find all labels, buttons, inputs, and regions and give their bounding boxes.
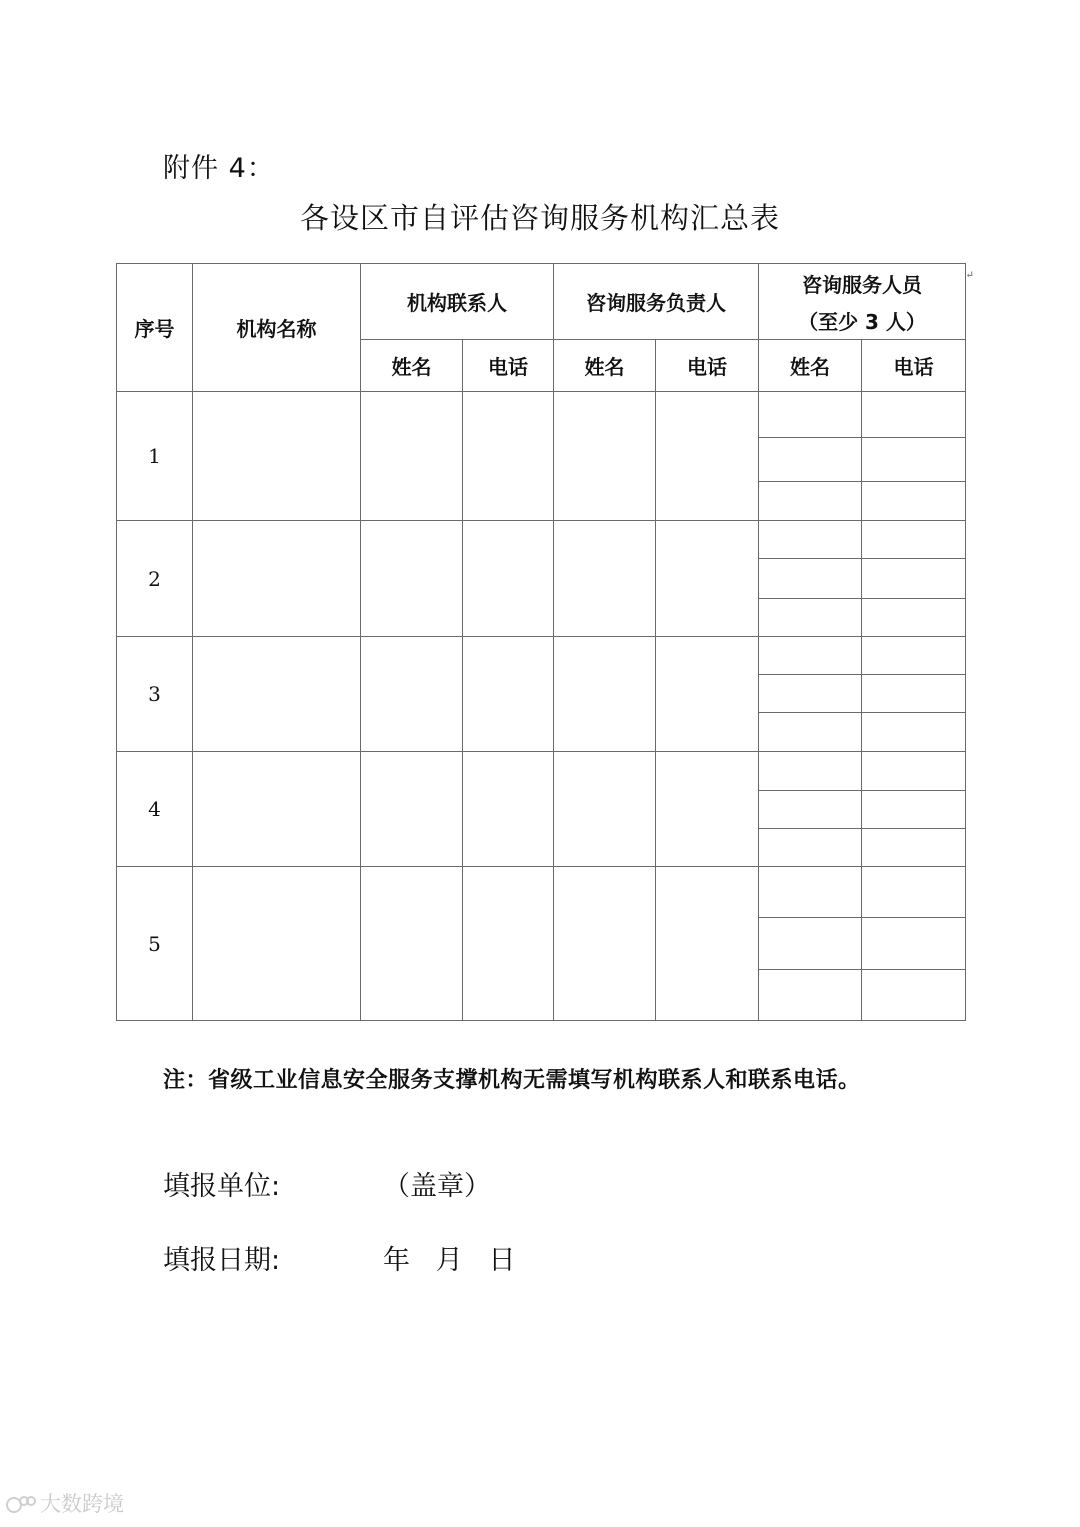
- lead-phone-cell[interactable]: [656, 392, 759, 521]
- watermark-text: 大数跨境: [40, 1492, 124, 1516]
- header-staff-phone: 电话: [862, 340, 966, 392]
- contact-phone-cell[interactable]: [463, 867, 554, 1021]
- header-org-contact: 机构联系人: [361, 264, 554, 340]
- staff-phone-cell[interactable]: [862, 752, 966, 791]
- header-lead-name: 姓名: [554, 340, 656, 392]
- org-name-cell[interactable]: [193, 637, 361, 752]
- header-contact-name: 姓名: [361, 340, 463, 392]
- staff-phone-cell[interactable]: [862, 599, 966, 637]
- staff-phone-cell[interactable]: [862, 482, 966, 521]
- row-serial: 3: [117, 637, 193, 752]
- staff-phone-cell[interactable]: [862, 713, 966, 752]
- contact-name-cell[interactable]: [361, 521, 463, 637]
- header-serial: 序号: [117, 264, 193, 392]
- contact-phone-cell[interactable]: [463, 392, 554, 521]
- header-contact-phone: 电话: [463, 340, 554, 392]
- staff-name-cell[interactable]: [759, 482, 862, 521]
- staff-phone-cell[interactable]: [862, 970, 966, 1021]
- contact-name-cell[interactable]: [361, 867, 463, 1021]
- row-serial: 4: [117, 752, 193, 867]
- staff-name-cell[interactable]: [759, 713, 862, 752]
- staff-phone-cell[interactable]: [862, 521, 966, 559]
- staff-phone-cell[interactable]: [862, 438, 966, 482]
- org-name-cell[interactable]: [193, 521, 361, 637]
- org-name-cell[interactable]: [193, 752, 361, 867]
- contact-name-cell[interactable]: [361, 637, 463, 752]
- fill-unit-label: 填报单位:: [163, 1171, 281, 1202]
- staff-phone-cell[interactable]: [862, 791, 966, 829]
- lead-phone-cell[interactable]: [656, 521, 759, 637]
- staff-name-cell[interactable]: [759, 791, 862, 829]
- header-service-staff: [759, 264, 974, 340]
- staff-phone-cell[interactable]: [862, 675, 966, 713]
- fill-date-label: 填报日期:: [163, 1245, 281, 1276]
- org-name-cell[interactable]: [193, 392, 361, 521]
- watermark: [6, 1488, 124, 1518]
- fill-date-value: 年 月 日: [383, 1245, 516, 1276]
- staff-name-cell[interactable]: [759, 970, 862, 1021]
- header-org-name: 机构名称: [193, 264, 361, 392]
- staff-name-cell[interactable]: [759, 438, 862, 482]
- staff-name-cell[interactable]: [759, 637, 862, 675]
- table-note: 注：省级工业信息安全服务支撑机构无需填写机构联系人和联系电话。: [163, 1068, 861, 1093]
- row-serial: 2: [117, 521, 193, 637]
- staff-phone-cell[interactable]: [862, 559, 966, 599]
- header-service-lead: 咨询服务负责人: [554, 264, 759, 340]
- staff-name-cell[interactable]: [759, 521, 862, 559]
- lead-phone-cell[interactable]: [656, 752, 759, 867]
- summary-table: [116, 263, 974, 1021]
- lead-phone-cell[interactable]: [656, 867, 759, 1021]
- header-staff-name: 姓名: [759, 340, 862, 392]
- row-serial: 5: [117, 867, 193, 1021]
- staff-phone-cell[interactable]: [862, 637, 966, 675]
- contact-phone-cell[interactable]: [463, 521, 554, 637]
- staff-name-cell[interactable]: [759, 392, 862, 438]
- header-service-staff-min: （至少 3 人）: [798, 309, 926, 334]
- lead-name-cell[interactable]: [554, 521, 656, 637]
- staff-name-cell[interactable]: [759, 867, 862, 918]
- fill-unit-stamp: （盖章）: [383, 1171, 491, 1202]
- staff-phone-cell[interactable]: [862, 829, 966, 867]
- org-name-cell[interactable]: [193, 867, 361, 1021]
- lead-name-cell[interactable]: [554, 637, 656, 752]
- staff-name-cell[interactable]: [759, 918, 862, 970]
- staff-phone-cell[interactable]: [862, 392, 966, 438]
- header-service-staff-title: 咨询服务人员: [802, 272, 922, 297]
- lead-phone-cell[interactable]: [656, 637, 759, 752]
- contact-name-cell[interactable]: [361, 752, 463, 867]
- attachment-label: 附件 4：: [163, 153, 275, 184]
- contact-phone-cell[interactable]: [463, 637, 554, 752]
- staff-name-cell[interactable]: [759, 752, 862, 791]
- contact-phone-cell[interactable]: [463, 752, 554, 867]
- staff-phone-cell[interactable]: [862, 918, 966, 970]
- staff-name-cell[interactable]: [759, 829, 862, 867]
- paragraph-mark: ↵: [965, 270, 974, 281]
- staff-name-cell[interactable]: [759, 599, 862, 637]
- page-title: 各设区市自评估咨询服务机构汇总表: [299, 201, 780, 235]
- header-lead-phone: 电话: [656, 340, 759, 392]
- lead-name-cell[interactable]: [554, 752, 656, 867]
- row-serial: 1: [117, 392, 193, 521]
- staff-name-cell[interactable]: [759, 559, 862, 599]
- staff-phone-cell[interactable]: [862, 867, 966, 918]
- lead-name-cell[interactable]: [554, 392, 656, 521]
- lead-name-cell[interactable]: [554, 867, 656, 1021]
- watermark-logo-icon: [6, 1494, 36, 1516]
- contact-name-cell[interactable]: [361, 392, 463, 521]
- staff-name-cell[interactable]: [759, 675, 862, 713]
